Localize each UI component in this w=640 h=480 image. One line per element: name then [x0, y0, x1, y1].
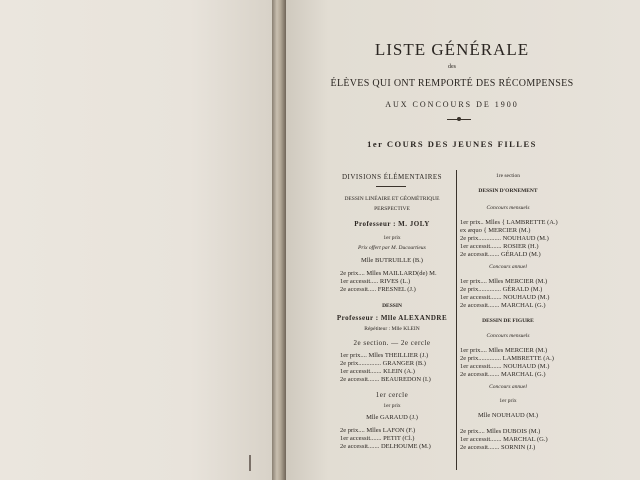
list-item: 1er prix.... Mlles MERCIER (M.) [460, 347, 548, 354]
list-item: 2e accessit..... FRESNEL (J.) [340, 286, 416, 293]
section-2-circle-2: 2e section. — 2e cercle [353, 339, 431, 347]
list-item: 2e prix.............. LAMBRETTE (A.) [460, 355, 554, 362]
concours-annuel-2: Concours annuel [489, 384, 527, 390]
professor-2: Professeur : Mlle ALEXANDRE [336, 314, 448, 322]
concours-mensuels-2: Concours mensuels [486, 333, 530, 339]
prize-4-label: 1er prix [499, 398, 517, 404]
ornament-rule [447, 119, 471, 120]
list-item: 1er accessit....... KLEIN (A.) [340, 368, 415, 375]
list-item: 1er prix.... Mlles MERCIER (M.) [460, 278, 548, 285]
list-item: 2e accessit....... DELHOUME (M.) [340, 443, 431, 450]
list-item: 1er accessit....... MARCHAL (G.) [460, 436, 548, 443]
list-item: 2e accessit....... MARCHAL (G.) [460, 302, 546, 309]
professor-1: Professeur : M. JOLY [354, 220, 430, 228]
right-section: 1re section [496, 173, 520, 179]
subject-figure: DESSIN DE FIGURE [482, 318, 534, 324]
subject-dessin: DESSIN [382, 303, 402, 309]
list-item: 2e prix.... Mlles DUBOIS (M.) [460, 428, 541, 435]
list-item: 2e prix.............. NOUHAUD (M.) [460, 235, 549, 242]
list-item: 1er accessit....... PETIT (Cl.) [340, 435, 415, 442]
repetiteur: Répétiteur : Mlle KLEIN [364, 326, 420, 332]
page-title: LISTE GÉNÉRALE [374, 40, 530, 59]
list-item: ex æquo { MERCIER (M.) [460, 227, 531, 234]
heading-rule [376, 186, 406, 187]
list-item: 2e accessit....... SORNIN (J.) [460, 444, 536, 451]
page-subtitle: ÉLÈVES QUI ONT REMPORTÉ DES RÉCOMPENSES [330, 78, 574, 89]
prize-4-winner: Mlle NOUHAUD (M.) [477, 412, 539, 419]
list-item: 2e accessit....... BEAUREDON (I.) [340, 376, 431, 383]
list-item: 1er prix.... Mlles THEILLIER (J.) [340, 352, 429, 359]
subject-line-1: DESSIN LINÉAIRE ET GÉOMÉTRIQUE [344, 196, 440, 202]
list-item: 2e accessit....... GÉRALD (M.) [460, 251, 541, 258]
list-item: 1er accessit....... NOUHAUD (M.) [460, 363, 550, 370]
concours-mensuels-1: Concours mensuels [486, 205, 530, 211]
column-divider [456, 170, 457, 470]
left-page [0, 0, 272, 480]
page-mark [249, 455, 251, 471]
list-item: 1er accessit....... ROSIER (H.) [460, 243, 539, 250]
left-heading: DIVISIONS ÉLÉMENTAIRES [341, 173, 443, 181]
contest-year: AUX CONCOURS DE 1900 [385, 100, 519, 109]
prize-1-note: Prix offert par M. Ducourtieux [358, 245, 426, 251]
subject-ornement: DESSIN D'ORNEMENT [478, 188, 538, 194]
list-item: 1er prix.. Mlles { LAMBRETTE (A.) [460, 219, 558, 226]
list-item: 2e prix.... Mlles MAILLARD(de) M. [340, 270, 437, 277]
prize-3-winner: Mlle GARAUD (J.) [366, 414, 418, 421]
subject-line-2: PERSPECTIVE [374, 206, 410, 212]
circle-1: 1er cercle [375, 391, 409, 399]
prize-1-label: 1er prix [383, 235, 401, 241]
concours-annuel-1: Concours annuel [489, 264, 527, 270]
list-item: 2e accessit....... MARCHAL (G.) [460, 371, 546, 378]
list-item: 2e prix.... Mlles LAFON (F.) [340, 427, 416, 434]
title-connector: des [448, 64, 456, 70]
list-item: 1er accessit..... RIVES (L.) [340, 278, 411, 285]
prize-1-winner: Mlle BUTRUILLE (B.) [361, 257, 423, 264]
list-item: 2e prix.............. GÉRALD (M.) [460, 286, 543, 293]
section-title: 1er COURS DES JEUNES FILLES [367, 139, 537, 149]
prize-3-label: 1er prix [383, 403, 401, 409]
list-item: 2e prix.............. GRANGER (B.) [340, 360, 426, 367]
list-item: 1er accessit....... NOUHAUD (M.) [460, 294, 550, 301]
book-gutter [272, 0, 286, 480]
